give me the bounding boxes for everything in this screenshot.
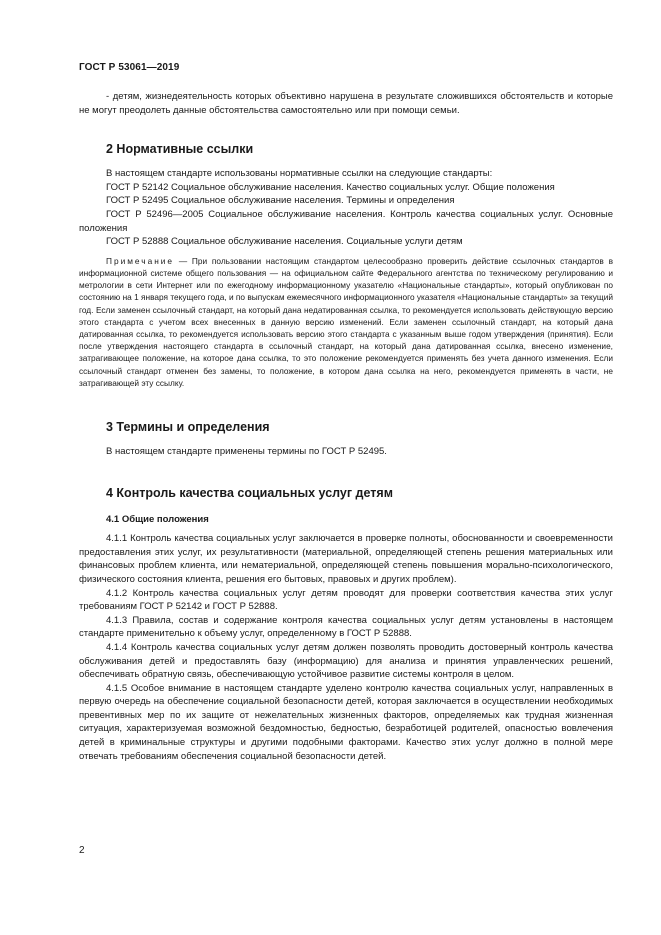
clause-paragraph: 4.1.2 Контроль качества социальных услуг детям проводят для проверки соответствия качества этих услуг требованиям ГОСТ Р 52142 и ГОСТ Р 52888. <box>79 587 613 613</box>
intro-paragraph: - детям, жизнедеятельность которых объективно нарушена в результате сложившихся обстоятельств и которые не могут преодолеть данные обстоятельства самостоятельно или при помощи семьи. <box>79 91 613 116</box>
normative-reference: ГОСТ Р 52142 Социальное обслуживание населения. Качество социальных услуг. Общие положения <box>106 181 555 193</box>
normative-reference: ГОСТ Р 52888 Социальное обслуживание населения. Социальные услуги детям <box>106 236 463 248</box>
page-number: 2 <box>79 845 85 856</box>
document-code: ГОСТ Р 53061—2019 <box>79 62 180 73</box>
note-lead: Примечание <box>106 255 175 266</box>
normative-reference: ГОСТ Р 52495 Социальное обслуживание населения. Термины и определения <box>106 195 455 207</box>
note-paragraph <box>79 255 613 389</box>
section-2-title: 2 Нормативные ссылки <box>106 142 254 157</box>
note-block <box>79 255 613 389</box>
clause-paragraph: 4.1.5 Особое внимание в настоящем стандарте уделено контролю качества социальных услуг, направленных в первую очередь на обеспечение социальной безопасности детей, которая заключается в осуществлении необходимых превентивных мер по их защите от нежелательных жизненных факторов, определяемых как трудная жизненная ситуация, характеризуемая возможной бездомностью, бедностью, безработицей родителей, опасностью вовлечения детей в криминальные структуры и другими подобными факторами. Качество этих услуг должно в полной мере отвечать требованиям обеспечения социальной безопасности детей. <box>79 682 613 762</box>
clause-paragraph: 4.1.4 Контроль качества социальных услуг детям должен позволять проводить достоверный контроль качества обслуживания детей и предоставлять базу (информацию) для анализа и принятия управленческих решений, обеспечивать обратную связь, обеспечивающую устойчивое развитие системы контроля в целом. <box>79 641 613 681</box>
subsection-4-1-title: 4.1 Общие положения <box>106 513 209 525</box>
section-4-title: 4 Контроль качества социальных услуг детям <box>106 485 393 500</box>
normative-reference: ГОСТ Р 52496—2005 Социальное обслуживание населения. Контроль качества социальных услуг. Основные положения <box>79 208 613 234</box>
page-content <box>79 90 613 763</box>
clause-paragraph: 4.1.1 Контроль качества социальных услуг заключается в проверке полноты, обоснованности и своевременности предоставления этих услуг, их результативности (материальной, определяющей степень решения материальных или финансовых проблем клиента, или нематериальной, определяющей степень повышения морально-психологического, физического состояния клиента, решения его бытовых, правовых и других проблем). <box>79 533 613 585</box>
section-3-text: В настоящем стандарте применены термины по ГОСТ Р 52495. <box>106 445 387 457</box>
note-text: — При пользовании настоящим стандартом целесообразно проверить действие ссылочных стандартов в информационной системе общего пользования — на официальном сайте Федерального агентства по техническому регулированию и метрологии в сети Интернет или по ежегодному информационному указателю «Национальные стандарты», который опубликован по состоянию на 1 января текущего года, и по выпускам ежемесячного информационного указателя «Национальные стандарты» за текущий год. Если заменен ссылочный стандарт, на который дана недатированная ссылка, то рекомендуется использовать действующую версию этого стандарта с учетом всех внесенных в данную версию изменений. Если заменен ссылочный стандарт, на который дана датированная ссылка, то рекомендуется использовать версию этого стандарта с указанным выше годом утверждения (принятия). Если после утверждения настоящего стандарта в ссылочный стандарт, на который дана датированная ссылка, внесено изменение, затрагивающее положение, на которое дана ссылка, то это положение рекомендуется применять без учета данного изменения. Если ссылочный стандарт отменен без замены, то положение, в котором дана ссылка на него, рекомендуется применять в части, не затрагивающей эту ссылку. <box>79 255 613 388</box>
clause-paragraph: 4.1.3 Правила, состав и содержание контроля качества социальных услуг детям установлены в настоящем стандарте применительно к объему услуг, определенному в ГОСТ Р 52888. <box>79 614 613 640</box>
section-3-title: 3 Термины и определения <box>106 419 270 434</box>
section-2-lead: В настоящем стандарте использованы нормативные ссылки на следующие стандарты: <box>106 168 493 180</box>
